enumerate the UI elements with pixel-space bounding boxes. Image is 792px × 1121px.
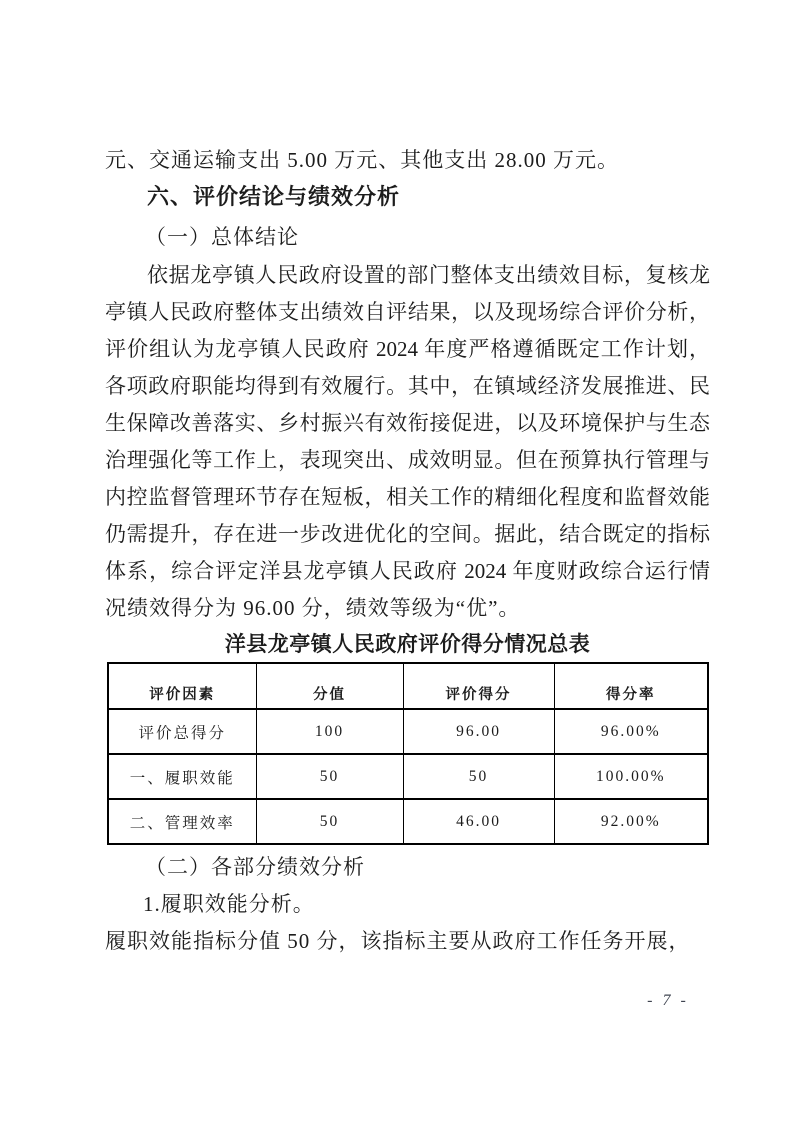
table-cell: 100: [256, 709, 403, 754]
page-number: - 7 -: [647, 992, 689, 1009]
table-header-cell: 分值: [256, 663, 403, 709]
subsection-heading-overall-conclusion: （一）总体结论: [145, 225, 299, 249]
table-header-cell: 评价得分: [403, 663, 554, 709]
paragraph-line: 生保障改善落实、乡村振兴有效衔接促进，以及环境保护与生态: [105, 411, 710, 435]
table-cell: 50: [403, 754, 554, 799]
paragraph-line: 仍需提升，存在进一步改进优化的空间。据此，结合既定的指标: [105, 522, 710, 546]
paragraph-continuation-line: 元、交通运输支出 5.00 万元、其他支出 28.00 万元。: [105, 148, 619, 172]
paragraph-line: 治理强化等工作上，表现突出、成效明显。但在预算执行管理与: [105, 448, 710, 472]
table-row: [108, 754, 708, 799]
table-cell: 一、履职效能: [108, 754, 256, 799]
paragraph-line: 各项政府职能均得到有效履行。其中，在镇域经济发展推进、民: [105, 374, 710, 398]
subsection-heading-part-analysis: （二）各部分绩效分析: [145, 855, 365, 879]
table-cell: 50: [256, 754, 403, 799]
body-line: 履职效能指标分值 50 分，该指标主要从政府工作任务开展，: [105, 929, 691, 953]
section-heading: 六、评价结论与绩效分析: [147, 184, 401, 209]
table-cell: 50: [256, 799, 403, 844]
paragraph-line: 亭镇人民政府整体支出绩效自评结果，以及现场综合评价分析，: [105, 300, 710, 324]
table-header-cell: 评价因素: [108, 663, 256, 709]
table-cell: 92.00%: [554, 799, 708, 844]
table-header-row: [108, 663, 708, 709]
table-cell: 96.00: [403, 709, 554, 754]
paragraph-line: 依据龙亭镇人民政府设置的部门整体支出绩效目标，复核龙: [147, 263, 710, 287]
paragraph-line: 评价组认为龙亭镇人民政府 2024 年度严格遵循既定工作计划，: [105, 337, 710, 361]
table-row: [108, 709, 708, 754]
table-header-cell: 得分率: [554, 663, 708, 709]
table-row: [108, 799, 708, 844]
table-cell: 二、管理效率: [108, 799, 256, 844]
score-summary-table: [107, 662, 709, 845]
numbered-item-line: 1.履职效能分析。: [143, 892, 315, 916]
body-paragraph: [105, 257, 710, 627]
table-cell: 100.00%: [554, 754, 708, 799]
table-cell: 评价总得分: [108, 709, 256, 754]
paragraph-line: 体系，综合评定洋县龙亭镇人民政府 2024 年度财政综合运行情: [105, 559, 710, 583]
paragraph-line: 内控监督管理环节存在短板，相关工作的精细化程度和监督效能: [105, 485, 710, 509]
table-cell: 96.00%: [554, 709, 708, 754]
paragraph-line: 况绩效得分为 96.00 分，绩效等级为“优”。: [105, 596, 521, 620]
table-cell: 46.00: [403, 799, 554, 844]
table-title: 洋县龙亭镇人民政府评价得分情况总表: [224, 633, 591, 656]
